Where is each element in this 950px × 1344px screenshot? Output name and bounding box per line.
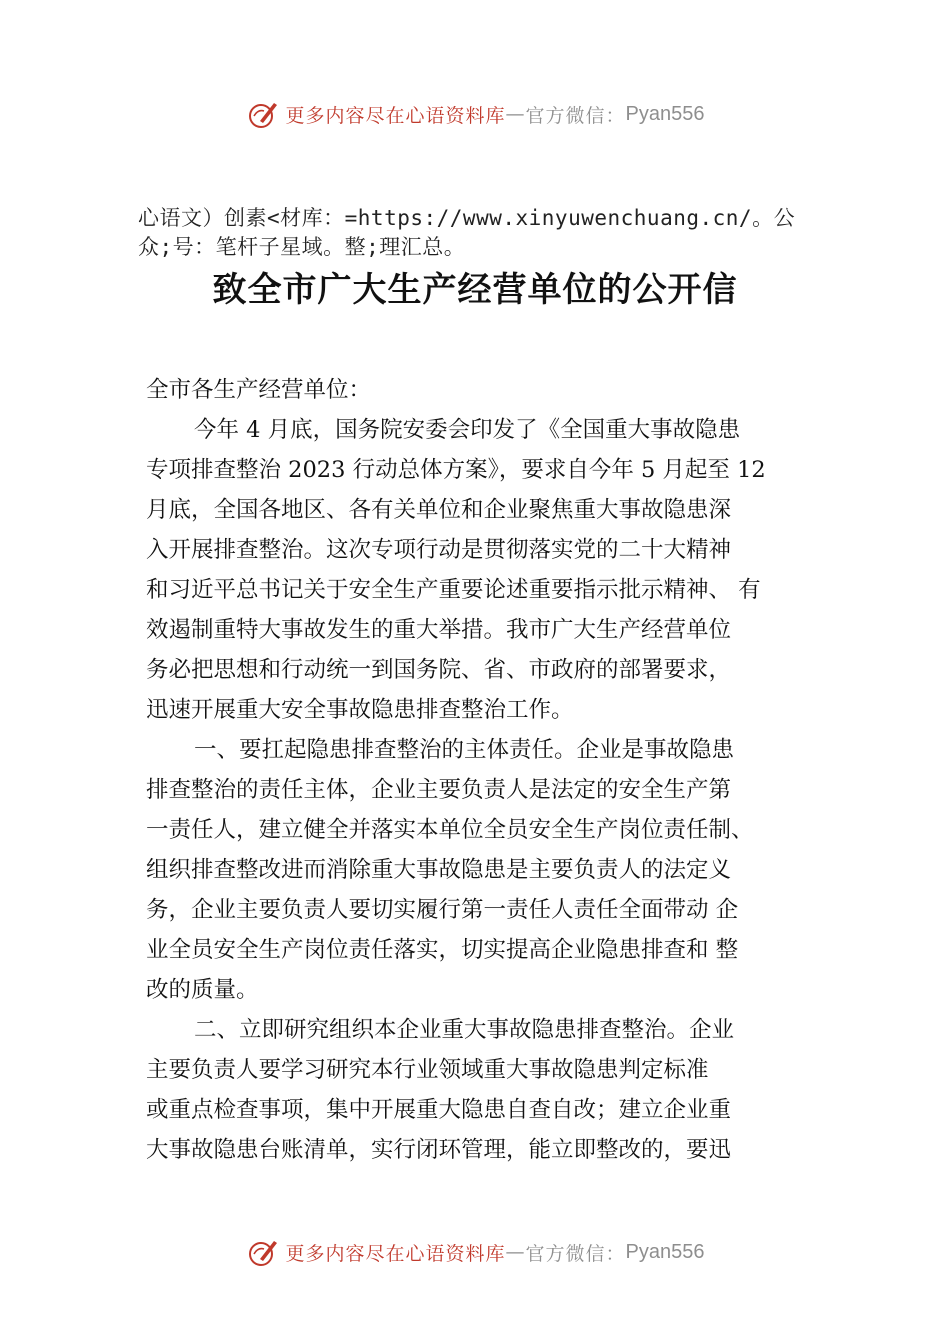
body-line: 务，企业主要负责人要切实履行第一责任人责任全面带动 企 <box>146 897 739 923</box>
body-line: 二、立即研究组织本企业重大事故隐患排查整治。企业 <box>194 1017 735 1043</box>
body-line: 效遏制重特大事故发生的重大举措。我市广大生产经营单位 <box>146 617 732 643</box>
source-note <box>138 204 838 262</box>
body-line: 业全员安全生产岗位责任落实，切实提高企业隐患排查和 整 <box>146 937 739 963</box>
page-title: 致全市广大生产经营单位的公开信 <box>212 270 738 310</box>
body-line: 入开展排查整治。这次专项行动是贯彻落实党的二十大精神 <box>146 537 732 563</box>
banner-ad-text: 更多内容尽在心语资料库 <box>285 1242 506 1265</box>
banner-dash: — <box>505 1241 526 1263</box>
pen-quill-logo-icon <box>246 1235 280 1269</box>
body-line: 专项排查整治 2023 行动总体方案》，要求自今年 5 月起至 12 <box>146 457 766 483</box>
banner-ad-text: 更多内容尽在心语资料库 <box>285 104 506 127</box>
banner-dash: — <box>505 103 526 125</box>
body-line: 或重点检查事项，集中开展重大隐患自查自改；建立企业重 <box>146 1097 732 1123</box>
body-line: 大事故隐患台账清单，实行闭环管理，能立即整改的，要迅 <box>146 1137 732 1163</box>
body-line: 今年 4 月底，国务院安委会印发了《全国重大事故隐患 <box>194 417 741 443</box>
body-line: 全市各生产经营单位： <box>146 377 372 403</box>
body-line: 改的质量。 <box>146 977 259 1003</box>
banner-wechat-label: 官方微信： <box>525 104 626 127</box>
banner-wechat-id: Pyan556 <box>625 1240 705 1263</box>
header-banner <box>0 92 950 136</box>
source-note-line: 众;号：笔杆子星域。整;理汇总。 <box>138 235 466 259</box>
body-line: 务必把思想和行动统一到国务院、省、市政府的部署要求， <box>146 657 732 683</box>
body-line: 和习近平总书记关于安全生产重要论述重要指示批示精神、 有 <box>146 577 761 603</box>
body-line: 一责任人，建立健全并落实本单位全员安全生产岗位责任制、 <box>146 817 754 843</box>
body-line: 迅速开展重大安全事故隐患排查整治工作。 <box>146 697 574 723</box>
body-line: 排查整治的责任主体，企业主要负责人是法定的安全生产第 <box>146 777 732 803</box>
pen-quill-logo-icon <box>246 97 280 131</box>
source-note-line: 心语文）创素<材库：=https://www.xinyuwenchuang.cn/。公 <box>138 206 796 230</box>
body-line: 一、要扛起隐患排查整治的主体责任。企业是事故隐患 <box>194 737 735 763</box>
body-line: 组织排查整改进而消除重大事故隐患是主要负责人的法定义 <box>146 857 732 883</box>
body-line: 月底，全国各地区、各有关单位和企业聚焦重大事故隐患深 <box>146 497 732 523</box>
footer-banner <box>0 1230 950 1274</box>
body-line: 主要负责人要学习研究本行业领域重大事故隐患判定标准 <box>146 1057 709 1083</box>
banner-wechat-label: 官方微信： <box>525 1242 626 1265</box>
letter-body <box>146 370 834 1170</box>
banner-wechat-id: Pyan556 <box>625 102 705 125</box>
